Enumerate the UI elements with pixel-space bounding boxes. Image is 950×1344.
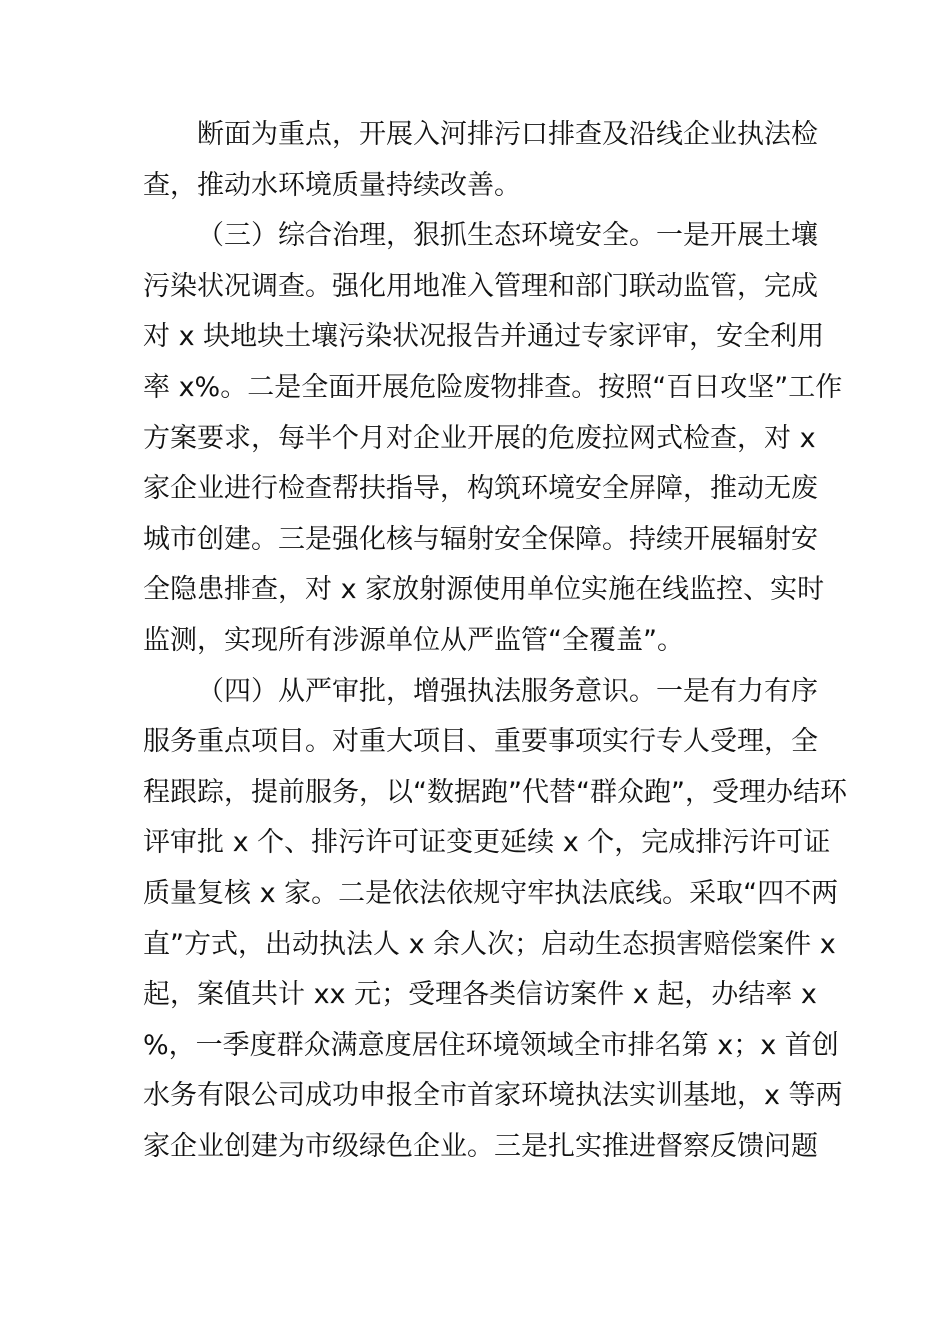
paragraph-line: 对 x 块地块土壤污染状况报告并通过专家评审，安全利用 (143, 321, 825, 353)
section-heading-line: （四）从严审批，增强执法服务意识。一是有力有序 (197, 675, 818, 707)
paragraph-line: 家企业创建为市级绿色企业。三是扎实推进督察反馈问题 (143, 1130, 818, 1162)
paragraph-line: 程跟踪，提前服务，以“数据跑”代替“群众跑”，受理办结环 (143, 776, 847, 808)
paragraph-line: 污染状况调查。强化用地准入管理和部门联动监管，完成 (143, 270, 818, 302)
paragraph-line: 水务有限公司成功申报全市首家环境执法实训基地，x 等两 (143, 1080, 843, 1112)
paragraph-line: 评审批 x 个、排污许可证变更延续 x 个，完成排污许可证 (143, 827, 831, 859)
paragraph-line: 直”方式，出动执法人 x 余人次；启动生态损害赔偿案件 x (143, 928, 836, 960)
section-heading-line: （三）综合治理，狠抓生态环境安全。一是开展土壤 (197, 220, 818, 252)
paragraph-line: 家企业进行检查帮扶指导，构筑环境安全屏障，推动无废 (143, 473, 818, 505)
body-text (143, 110, 847, 1172)
paragraph-1 (143, 110, 818, 211)
paragraph-line: 监测，实现所有涉源单位从严监管“全覆盖”。 (143, 624, 684, 656)
paragraph-line: 率 x%。二是全面开展危险废物排查。按照“百日攻坚”工作 (143, 371, 843, 403)
paragraph-line: 断面为重点，开展入河排污口排查及沿线企业执法检 (197, 119, 818, 150)
paragraph-line: 方案要求，每半个月对企业开展的危废拉网式检查，对 x (143, 422, 816, 454)
paragraph-line: 服务重点项目。对重大项目、重要事项实行专人受理，全 (143, 726, 818, 758)
paragraph-2-section-three (143, 211, 843, 666)
paragraph-line: 质量复核 x 家。二是依法依规守牢执法底线。采取“四不两 (143, 877, 839, 909)
paragraph-line: 查，推动水环境质量持续改善。 (143, 169, 521, 201)
paragraph-line: 起，案值共计 xx 元；受理各类信访案件 x 起，办结率 x (143, 979, 817, 1011)
paragraph-line: 城市创建。三是强化核与辐射安全保障。持续开展辐射安 (143, 523, 818, 555)
paragraph-3-section-four (143, 667, 847, 1173)
paragraph-line: %，一季度群众满意度居住环境领域全市排名第 x；x 首创 (143, 1029, 839, 1061)
paragraph-line: 全隐患排查，对 x 家放射源使用单位实施在线监控、实时 (143, 574, 825, 606)
